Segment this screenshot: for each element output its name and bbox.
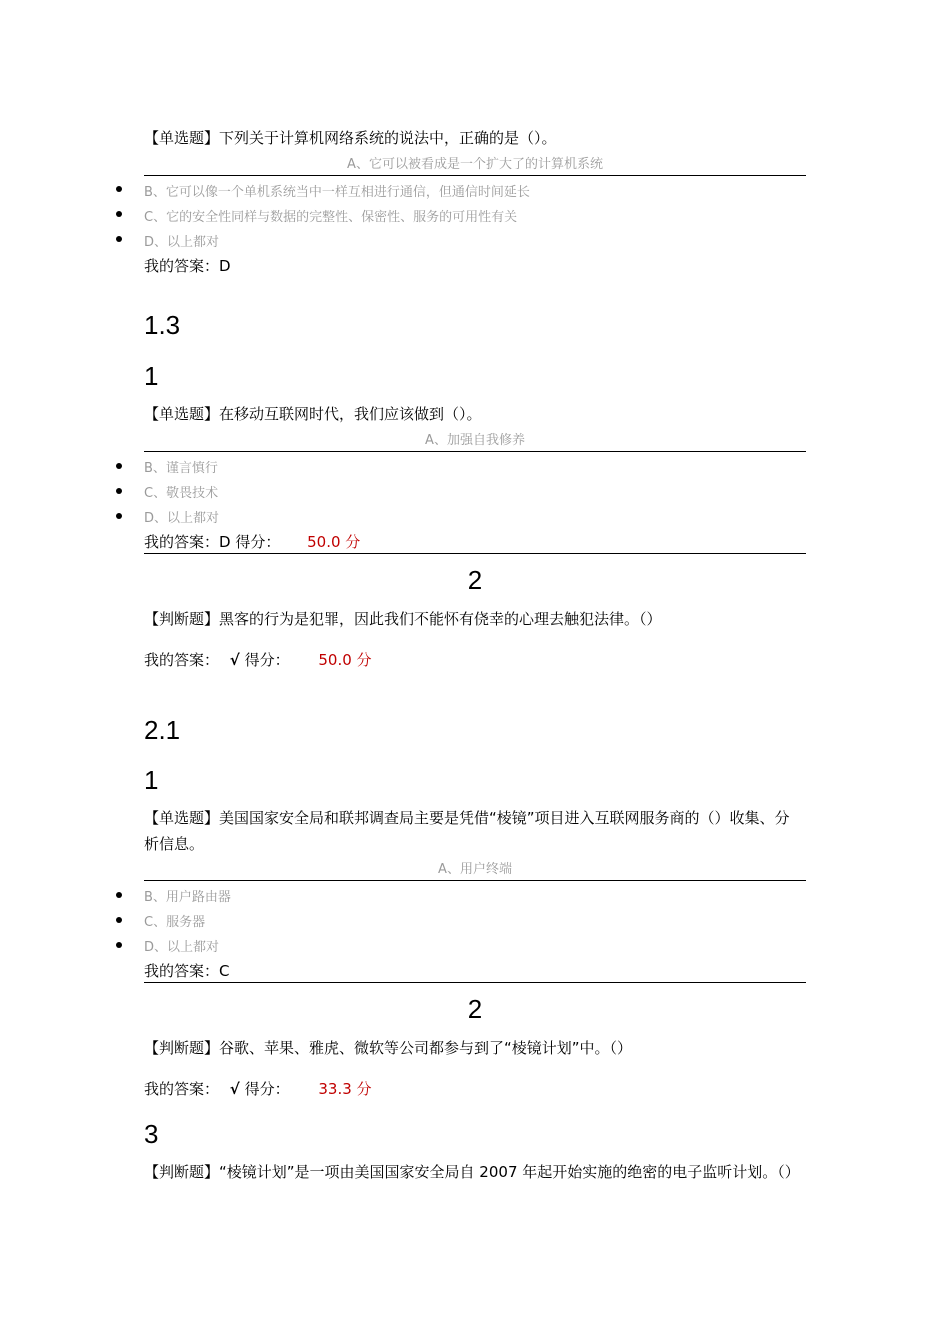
score-value: 50.0 分 [307, 533, 361, 551]
divider [144, 553, 806, 554]
answer-label: 我的答案： [144, 651, 220, 669]
question-number: 2 [467, 565, 483, 595]
question-number: 1 [144, 765, 159, 795]
question-number: 3 [144, 1119, 159, 1149]
question-number: 1 [144, 361, 159, 391]
question-text: 【判断题】“棱镜计划”是一项由美国国家安全局自 2007 年起开始实施的绝密的电子监听计划。（） [144, 1163, 800, 1181]
divider [144, 880, 806, 881]
option-c: C、它的安全性同样与数据的完整性、保密性、服务的可用性有关 [144, 210, 518, 225]
option-b: B、它可以像一个单机系统当中一样互相进行通信，但通信时间延长 [144, 185, 530, 200]
question-text: 【单选题】下列关于计算机网络系统的说法中，正确的是（）。 [144, 129, 557, 147]
option-c: C、敬畏技术 [144, 486, 219, 501]
section-title: 1.3 [144, 310, 181, 340]
my-answer [144, 1078, 372, 1099]
bullet [116, 211, 122, 217]
question-number: 2 [467, 994, 483, 1024]
divider [144, 175, 806, 176]
question-text: 【单选题】在移动互联网时代，我们应该做到（）。 [144, 405, 482, 423]
bullet [116, 917, 122, 923]
score-label: 得分： [244, 1080, 290, 1098]
score-label: 得分： [244, 651, 290, 669]
option-d: D、以上都对 [144, 511, 220, 526]
question-text: 【单选题】美国国家安全局和联邦调查局主要是凭借“棱镜”项目进入互联网服务商的（）收集、分析信息。 [144, 809, 790, 853]
bullet [116, 186, 122, 192]
answer-label: 我的答案：D 得分： [144, 533, 281, 551]
my-answer: 我的答案：C [144, 962, 230, 980]
check-mark: √ [229, 651, 240, 669]
score-value: 50.0 分 [318, 651, 372, 669]
option-a: A、用户终端 [438, 862, 512, 877]
question-text: 【判断题】黑客的行为是犯罪，因此我们不能怀有侥幸的心理去触犯法律。（） [144, 610, 662, 628]
option-d: D、以上都对 [144, 940, 220, 955]
my-answer [144, 531, 360, 552]
option-b: B、谨言慎行 [144, 461, 218, 476]
option-c: C、服务器 [144, 915, 206, 930]
check-mark: √ [229, 1080, 240, 1098]
option-a: A、加强自我修养 [425, 433, 525, 448]
option-d: D、以上都对 [144, 235, 220, 250]
my-answer [144, 649, 372, 670]
answer-label: 我的答案： [144, 1080, 220, 1098]
divider [144, 982, 806, 983]
bullet [116, 892, 122, 898]
bullet [116, 463, 122, 469]
question-text: 【判断题】谷歌、苹果、雅虎、微软等公司都参与到了“棱镜计划”中。（） [144, 1039, 633, 1057]
score-value: 33.3 分 [318, 1080, 372, 1098]
bullet [116, 236, 122, 242]
bullet [116, 942, 122, 948]
bullet [116, 488, 122, 494]
option-a: A、它可以被看成是一个扩大了的计算机系统 [347, 157, 603, 172]
bullet [116, 513, 122, 519]
divider [144, 451, 806, 452]
section-title: 2.1 [144, 715, 181, 745]
my-answer: 我的答案：D [144, 257, 231, 275]
option-b: B、用户路由器 [144, 890, 231, 905]
